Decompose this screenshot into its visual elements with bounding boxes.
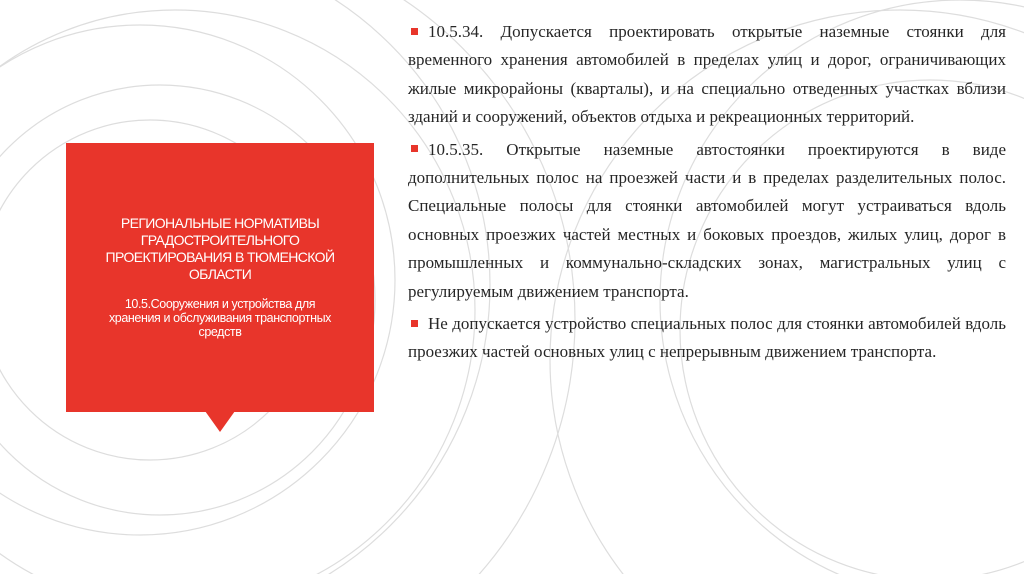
panel-title: РЕГИОНАЛЬНЫЕ НОРМАТИВЫ ГРАДОСТРОИТЕЛЬНОГО ПРОЕКТИРОВАНИЯ В ТЮМЕНСКОЙ ОБЛАСТИ	[105, 215, 335, 282]
paragraph-10-5-35	[408, 136, 1006, 306]
paragraph-text: Не допускается устройство специальных полос для стоянки автомобилей вдоль проезжих частей основных улиц с непрерывным движением транспорта.	[408, 314, 1006, 362]
title-panel-text	[66, 215, 374, 339]
title-panel-pointer	[205, 411, 235, 432]
panel-subtitle: 10.5.Сооружения и устройства для хранения и обслуживания транспортных средств	[108, 297, 332, 339]
red-header-strip	[66, 143, 374, 184]
bullet-square-icon	[411, 145, 418, 152]
main-content	[408, 18, 1006, 371]
paragraph-text: 10.5.35. Открытые наземные автостоянки проектируются в виде дополнительных полос на проезжей части и в пределах разделительных полос. Специальные полосы для стоянки автомобилей могут устраиваться вдоль основных проезжих частей местных и боковых проездов, жилых улиц, дорог в промышленных и коммунально-складских зонах, магистральных улиц с регулируемым движением транспорта.	[408, 139, 1006, 301]
paragraph-10-5-34	[408, 18, 1006, 132]
paragraph-prohibition	[408, 310, 1006, 367]
bullet-square-icon	[411, 28, 418, 35]
paragraph-text: 10.5.34. Допускается проектировать открытые наземные стоянки для временного хранения автомобилей в пределах улиц и дорог, ограничивающих жилые микрорайоны (кварталы), и на специально отведенных участках вблизи зданий и сооружений, объектов отдыха и рекреационных территорий.	[408, 22, 1006, 127]
bullet-square-icon	[411, 320, 418, 327]
